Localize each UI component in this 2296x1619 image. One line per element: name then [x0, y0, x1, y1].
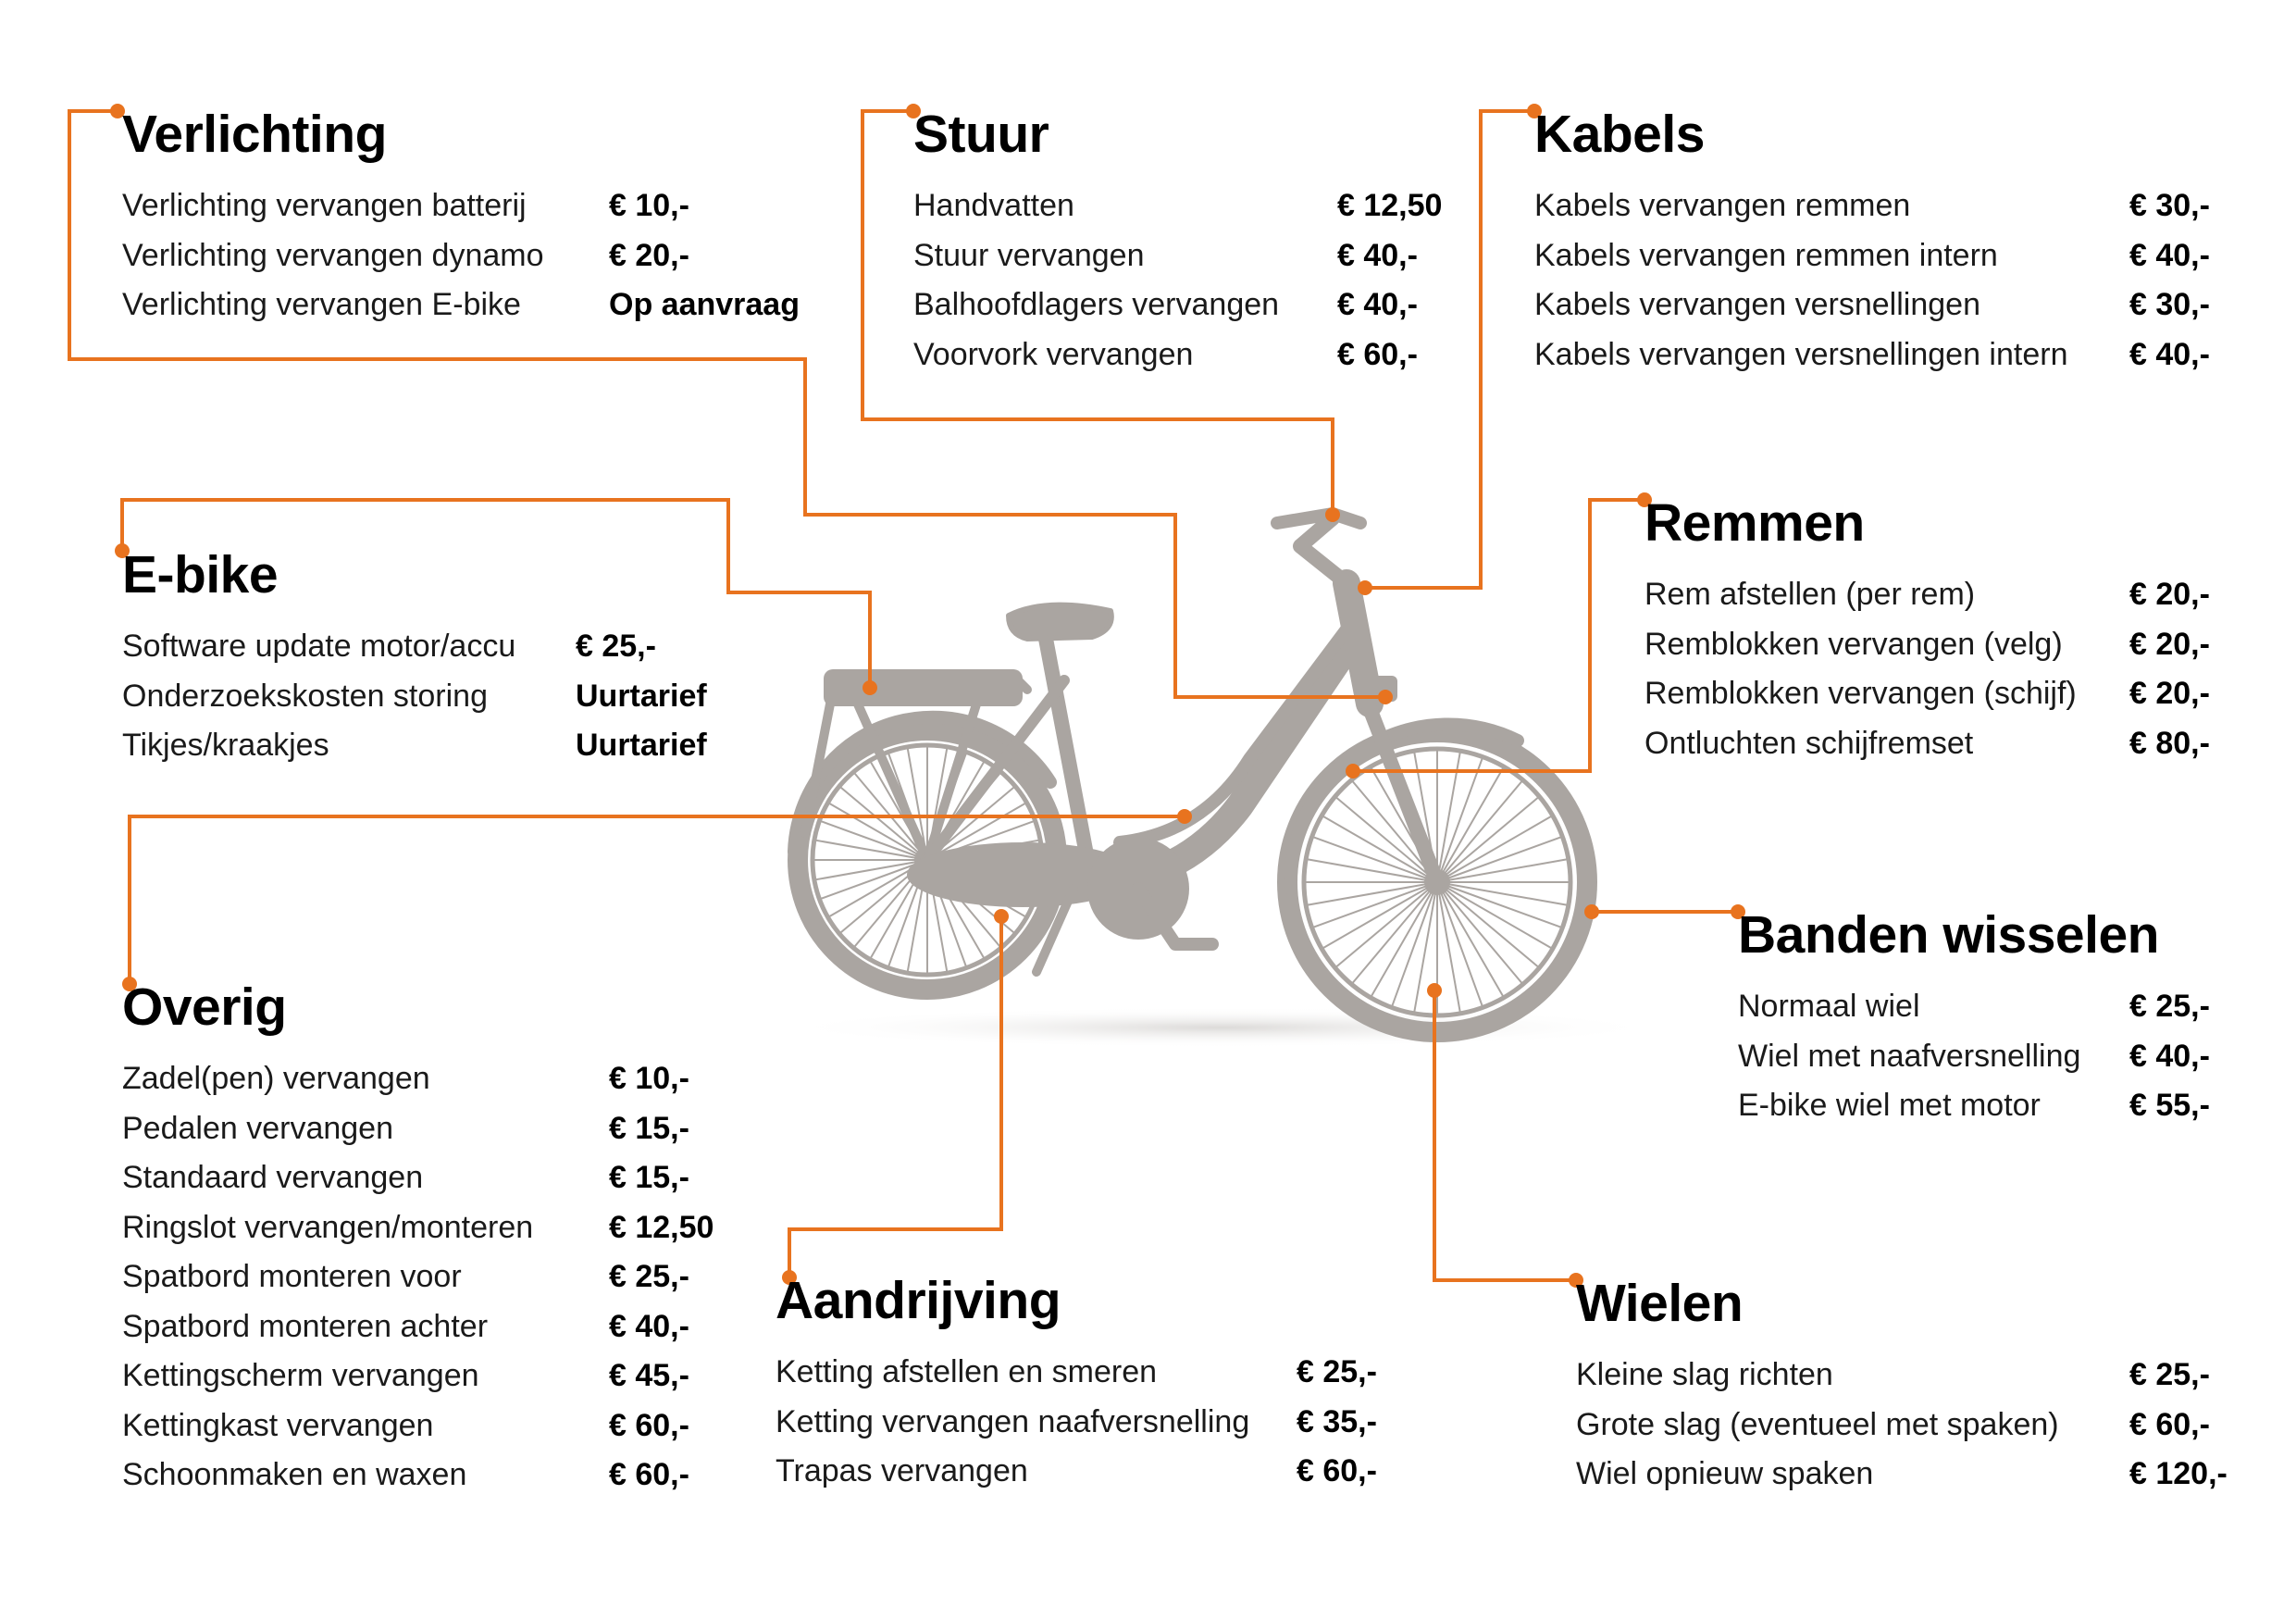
section-remmen — [1644, 493, 2210, 768]
section-stuur — [913, 105, 1443, 380]
price-row — [1738, 982, 2210, 1032]
service-label: Trapas vervangen — [776, 1453, 1028, 1488]
section-title: Overig — [122, 978, 287, 1037]
service-label: Rem afstellen (per rem) — [1644, 577, 1976, 612]
service-label: Kleine slag richten — [1576, 1357, 1833, 1392]
price-row — [1534, 231, 2210, 281]
service-price: € 60,- — [1297, 1453, 1377, 1488]
service-label: Normaal wiel — [1738, 989, 1920, 1024]
service-label: Schoonmaken en waxen — [122, 1457, 467, 1492]
battery — [824, 669, 1023, 706]
service-label: Software update motor/accu — [122, 629, 516, 664]
price-row — [122, 1054, 689, 1104]
service-label: Standaard vervangen — [122, 1160, 424, 1195]
service-label: Voorvork vervangen — [913, 336, 1194, 372]
service-label: Tikjes/kraakjes — [122, 728, 329, 763]
service-price: € 60,- — [1337, 336, 1418, 372]
service-price: € 40,- — [1337, 237, 1418, 273]
service-label: E-bike wiel met motor — [1738, 1088, 2041, 1123]
service-price: € 30,- — [2129, 188, 2210, 223]
price-row — [122, 280, 800, 330]
price-row — [122, 1302, 689, 1352]
service-label: Pedalen vervangen — [122, 1110, 394, 1146]
service-label: Grote slag (eventueel met spaken) — [1576, 1406, 2059, 1442]
service-label: Ketting vervangen naafversnelling — [776, 1403, 1250, 1439]
service-price: € 60,- — [609, 1407, 689, 1443]
service-price: € 15,- — [609, 1160, 689, 1195]
service-price: € 35,- — [1297, 1403, 1377, 1439]
price-row — [122, 231, 689, 281]
dot — [994, 909, 1009, 924]
service-label: Verlichting vervangen dynamo — [122, 237, 544, 273]
service-price: € 40,- — [1337, 287, 1418, 322]
price-row — [122, 1203, 714, 1253]
head-tube — [1347, 583, 1370, 704]
price-row — [1576, 1450, 2228, 1500]
service-price: € 12,50 — [1337, 188, 1443, 223]
service-label: Kabels vervangen remmen — [1534, 188, 1911, 223]
price-row — [1644, 719, 2210, 769]
service-label: Kabels vervangen remmen intern — [1534, 237, 1998, 273]
service-price: € 25,- — [2129, 1357, 2210, 1392]
service-price: € 10,- — [609, 188, 689, 223]
service-price: € 25,- — [1297, 1354, 1377, 1389]
price-row — [776, 1398, 1377, 1448]
price-row — [1644, 570, 2210, 620]
service-price: Uurtarief — [576, 678, 707, 714]
service-price: € 40,- — [2129, 237, 2210, 273]
price-row — [776, 1348, 1377, 1398]
service-price: Uurtarief — [576, 728, 707, 763]
service-price: € 40,- — [2129, 336, 2210, 372]
price-row — [1534, 280, 2210, 330]
price-row — [1534, 181, 2210, 231]
price-row — [1644, 620, 2210, 670]
service-price: € 20,- — [609, 237, 689, 273]
service-label: Handvatten — [913, 188, 1074, 223]
section-kabels — [1534, 105, 2210, 380]
service-price: € 12,50 — [609, 1209, 714, 1245]
price-row — [913, 181, 1443, 231]
service-price: € 60,- — [609, 1457, 689, 1492]
service-label: Ringslot vervangen/monteren — [122, 1209, 534, 1245]
service-label: Ketting afstellen en smeren — [776, 1354, 1158, 1389]
price-row — [913, 231, 1418, 281]
price-row — [122, 1104, 689, 1154]
dot — [1177, 809, 1192, 824]
service-price: € 20,- — [2129, 577, 2210, 612]
service-label: Spatbord monteren achter — [122, 1308, 489, 1344]
section-title: Stuur — [913, 105, 1049, 164]
service-price: € 10,- — [609, 1061, 689, 1096]
service-label: Stuur vervangen — [913, 237, 1145, 273]
service-price: € 55,- — [2129, 1088, 2210, 1123]
price-row — [122, 1401, 689, 1451]
service-price: € 20,- — [2129, 626, 2210, 662]
service-price: € 25,- — [576, 629, 656, 664]
section-wielen — [1576, 1274, 2228, 1500]
service-price: € 120,- — [2129, 1456, 2228, 1491]
service-label: Remblokken vervangen (velg) — [1644, 626, 2063, 662]
service-price: € 30,- — [2129, 287, 2210, 322]
section-title: E-bike — [122, 545, 279, 604]
service-label: Kettingscherm vervangen — [122, 1358, 479, 1393]
section-title: Aandrijving — [776, 1271, 1061, 1330]
service-label: Kabels vervangen versnellingen intern — [1534, 336, 2068, 372]
handlebar — [1277, 514, 1360, 523]
price-row — [122, 622, 656, 672]
service-label: Zadel(pen) vervangen — [122, 1061, 430, 1096]
service-label: Verlichting vervangen E-bike — [122, 287, 521, 322]
service-label: Kettingkast vervangen — [122, 1407, 434, 1443]
price-row — [1738, 1081, 2210, 1131]
price-row — [122, 721, 707, 771]
price-row — [122, 1451, 689, 1501]
section-ebike — [122, 545, 707, 771]
dot — [1346, 764, 1360, 778]
section-aandrijving — [776, 1271, 1377, 1497]
section-title: Remmen — [1644, 493, 1865, 553]
section-banden-wisselen — [1738, 905, 2210, 1131]
service-price: € 20,- — [2129, 676, 2210, 711]
price-row — [913, 280, 1418, 330]
dot — [1325, 507, 1340, 522]
price-row — [1576, 1351, 2210, 1401]
service-label: Verlichting vervangen batterij — [122, 188, 527, 223]
price-row — [122, 1351, 689, 1401]
section-title: Kabels — [1534, 105, 1705, 164]
dot — [863, 680, 877, 695]
service-price: € 60,- — [2129, 1406, 2210, 1442]
section-overig — [122, 978, 714, 1501]
service-price: € 25,- — [609, 1259, 689, 1294]
stem — [1300, 518, 1347, 583]
service-label: Onderzoekskosten storing — [122, 678, 488, 714]
ground-shadow — [777, 1007, 1666, 1048]
service-price: € 40,- — [2129, 1038, 2210, 1074]
price-row — [1576, 1401, 2210, 1451]
dot — [1427, 983, 1442, 998]
service-price: Op aanvraag — [609, 287, 800, 322]
price-row — [1644, 669, 2210, 719]
service-price: € 45,- — [609, 1358, 689, 1393]
service-label: Ontluchten schijfremset — [1644, 725, 1974, 761]
service-label: Kabels vervangen versnellingen — [1534, 287, 1980, 322]
service-price: € 80,- — [2129, 725, 2210, 761]
section-verlichting — [122, 105, 800, 330]
service-price: € 25,- — [2129, 989, 2210, 1024]
service-label: Spatbord monteren voor — [122, 1259, 462, 1294]
service-price: € 40,- — [609, 1308, 689, 1344]
dot — [1378, 690, 1393, 704]
service-label: Wiel met naafversnelling — [1738, 1038, 2081, 1074]
section-title: Banden wisselen — [1738, 905, 2159, 965]
price-row — [122, 672, 707, 722]
dot — [1584, 904, 1599, 919]
price-row — [122, 1153, 689, 1203]
price-row — [776, 1447, 1377, 1497]
dot — [1358, 580, 1372, 595]
service-price: € 15,- — [609, 1110, 689, 1146]
price-row — [1738, 1032, 2210, 1082]
service-label: Remblokken vervangen (schijf) — [1644, 676, 2077, 711]
service-label: Balhoofdlagers vervangen — [913, 287, 1280, 322]
section-title: Wielen — [1576, 1274, 1744, 1333]
section-title: Verlichting — [122, 105, 387, 164]
service-label: Wiel opnieuw spaken — [1576, 1456, 1874, 1491]
price-row — [122, 181, 689, 231]
price-row — [122, 1252, 689, 1302]
price-row — [913, 330, 1418, 380]
saddle — [1009, 605, 1111, 639]
price-row — [1534, 330, 2210, 380]
